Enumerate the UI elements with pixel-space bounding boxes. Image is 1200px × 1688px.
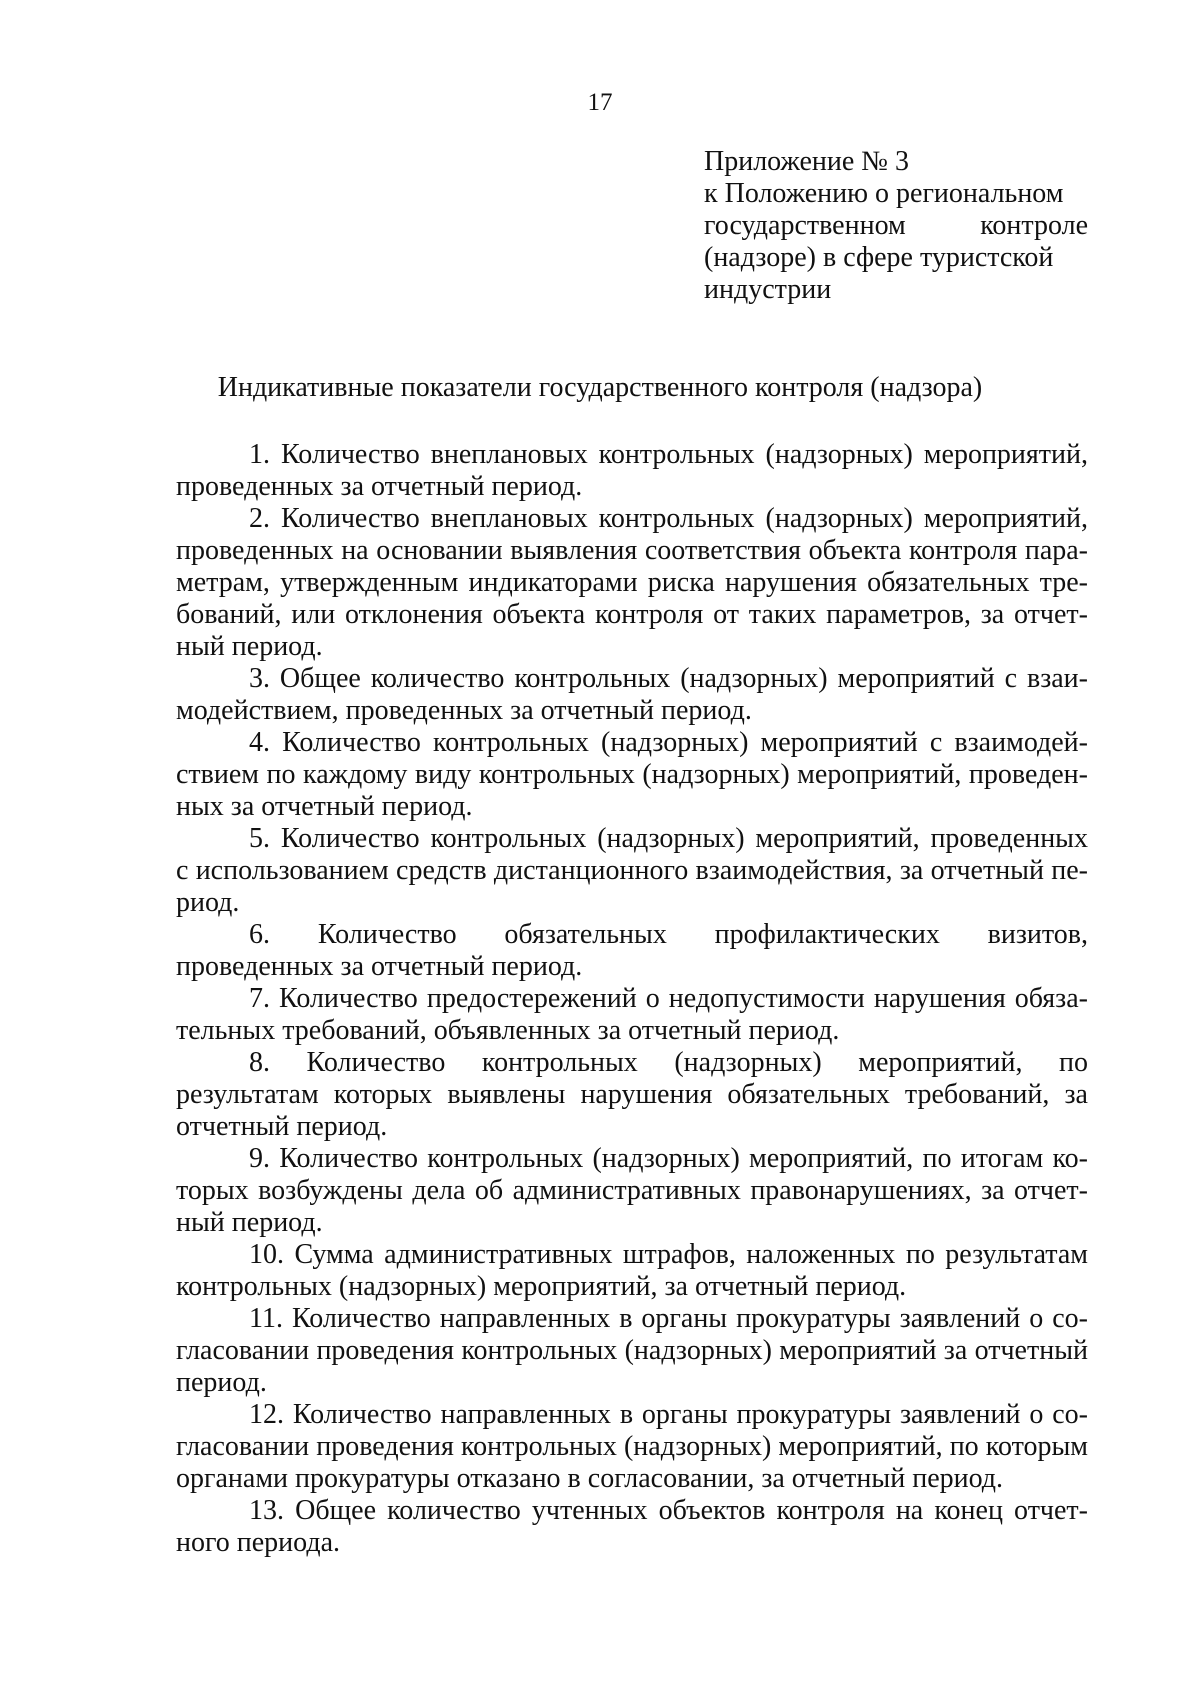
list-item-11: 11. Количество направленных в органы прокуратуры заявлений о согласовании проведения контрольных (надзорных) мероприятий за отчетный период. bbox=[176, 1303, 1088, 1398]
list-item-13: 13. Общее количество учтенных объектов контроля на конец отчетного периода. bbox=[176, 1495, 1088, 1558]
list-item-5: 5. Количество контрольных (надзорных) мероприятий, проведенных с использованием средств дистанционного взаимодействия, за отчетный период. bbox=[176, 823, 1088, 918]
list-item-7: 7. Количество предостережений о недопустимости нарушения обязательных требований, объявленных за отчетный период. bbox=[176, 983, 1088, 1046]
list-item-12: 12. Количество направленных в органы прокуратуры заявлений о согласовании проведения контрольных (надзорных) мероприятий, по которым органами прокуратуры отказано в согласовании, за отчетный период. bbox=[176, 1399, 1088, 1494]
appendix-header bbox=[704, 146, 1088, 306]
list-item-1: 1. Количество внеплановых контрольных (надзорных) мероприятий, проведенных за отчетный период. bbox=[176, 439, 1088, 502]
list-item-3: 3. Общее количество контрольных (надзорных) мероприятий с взаимодействием, проведенных за отчетный период. bbox=[176, 663, 1088, 726]
appendix-line-2: к Положению о региональном bbox=[704, 178, 1064, 209]
appendix-line-1: Приложение № 3 bbox=[704, 146, 909, 177]
indicator-list bbox=[176, 439, 1088, 1559]
page-number: 17 bbox=[587, 89, 613, 116]
list-item-9: 9. Количество контрольных (надзорных) мероприятий, по итогам которых возбуждены дела об административных правонарушениях, за отчетный период. bbox=[176, 1143, 1088, 1238]
list-item-2: 2. Количество внеплановых контрольных (надзорных) мероприятий, проведенных на основании выявления соответствия объекта контроля параметрам, утвержденным индикаторами риска нарушения обязательных требований, или отклонения объекта контроля от таких параметров, за отчетный период. bbox=[176, 503, 1088, 662]
appendix-line-3: государственном контроле bbox=[704, 210, 1088, 241]
appendix-line-4: (надзоре) в сфере туристской bbox=[704, 242, 1054, 273]
list-item-10: 10. Сумма административных штрафов, наложенных по результатам контрольных (надзорных) мероприятий, за отчетный период. bbox=[176, 1239, 1088, 1302]
list-item-6: 6. Количество обязательных профилактических визитов, проведенных за отчетный период. bbox=[176, 919, 1088, 982]
document-title: Индикативные показатели государственного контроля (надзора) bbox=[217, 372, 983, 403]
list-item-4: 4. Количество контрольных (надзорных) мероприятий с взаимодействием по каждому виду контрольных (надзорных) мероприятий, проведенных за отчетный период. bbox=[176, 727, 1088, 822]
appendix-line-5: индустрии bbox=[704, 274, 832, 305]
list-item-8: 8. Количество контрольных (надзорных) мероприятий, по результатам которых выявлены нарушения обязательных требований, за отчетный период. bbox=[176, 1047, 1088, 1142]
